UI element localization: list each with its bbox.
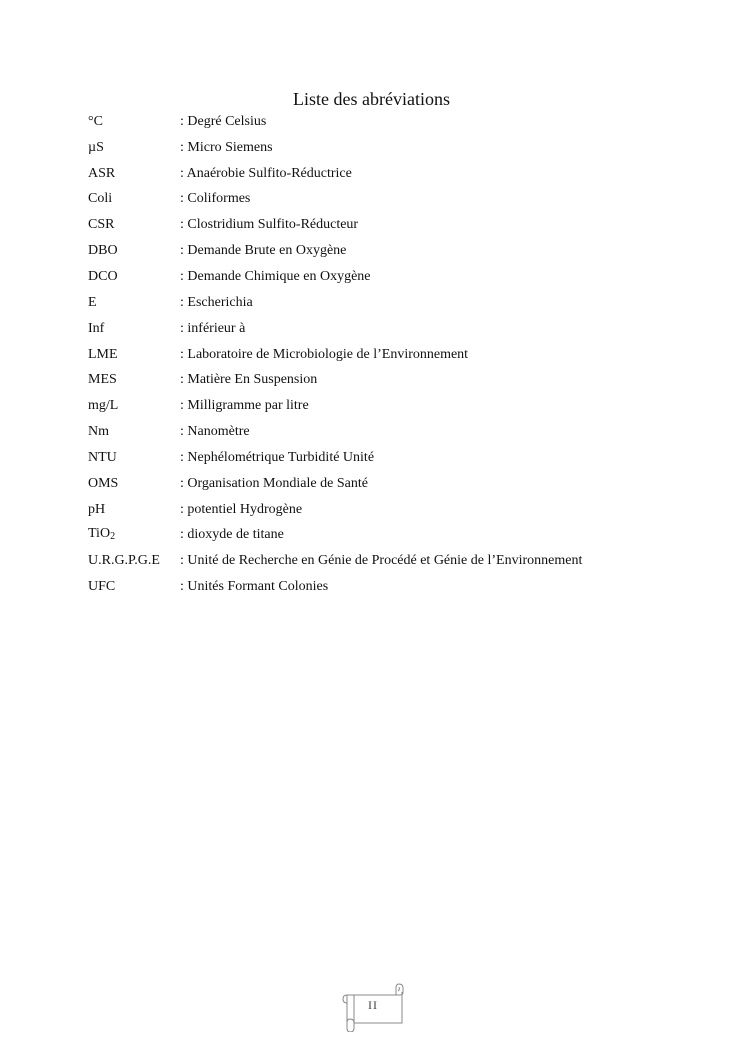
abbreviation-definition: : Nephélométrique Turbidité Unité	[180, 449, 375, 465]
abbreviation-row	[88, 290, 708, 316]
abbreviation-term: E	[88, 294, 97, 310]
abbreviation-term: CSR	[88, 217, 115, 233]
abbreviation-list	[88, 109, 708, 600]
page-number: II	[368, 998, 378, 1012]
abbreviation-row	[88, 316, 708, 342]
abbreviation-term: NTU	[88, 449, 117, 465]
abbreviation-row	[88, 109, 708, 135]
abbreviation-term: LME	[88, 346, 118, 362]
page-title-text: Liste des abréviations	[293, 89, 450, 109]
abbreviation-definition: : Demande Chimique en Oxygène	[180, 268, 371, 284]
abbreviation-term: Coli	[88, 191, 113, 207]
abbreviation-definition: : potentiel Hydrogène	[180, 501, 303, 517]
abbreviation-term	[88, 525, 180, 546]
page-title	[0, 88, 745, 110]
abbreviation-definition: : Unités Formant Colonies	[180, 579, 329, 595]
abbreviation-row	[88, 393, 708, 419]
abbreviation-term: DBO	[88, 243, 118, 259]
abbreviation-term-subscript: 2	[110, 530, 116, 542]
abbreviation-row	[88, 523, 708, 549]
abbreviation-definition: : Nanomètre	[180, 424, 250, 440]
abbreviation-term: °C	[88, 113, 103, 129]
abbreviation-row	[88, 471, 708, 497]
abbreviation-term: MES	[88, 372, 117, 388]
abbreviation-term: ASR	[88, 165, 116, 181]
abbreviation-row	[88, 419, 708, 445]
abbreviation-term: DCO	[88, 268, 118, 284]
abbreviation-definition: : Organisation Mondiale de Santé	[180, 475, 368, 491]
abbreviation-row	[88, 548, 708, 574]
abbreviation-row	[88, 161, 708, 187]
abbreviation-term-base: TiO	[88, 525, 111, 541]
abbreviation-definition: : dioxyde de titane	[180, 527, 284, 543]
abbreviation-definition: : Clostridium Sulfito-Réducteur	[180, 217, 359, 233]
abbreviation-row	[88, 497, 708, 523]
abbreviation-definition: : Coliformes	[180, 191, 251, 207]
abbreviation-definition: : Micro Siemens	[180, 139, 273, 155]
abbreviation-row	[88, 367, 708, 393]
abbreviation-term: Inf	[88, 320, 105, 336]
abbreviation-term: pH	[88, 501, 106, 517]
abbreviation-row	[88, 574, 708, 600]
abbreviation-row	[88, 187, 708, 213]
abbreviation-row	[88, 135, 708, 161]
abbreviation-definition: : Unité de Recherche en Génie de Procédé et Génie de l’Environnement	[180, 553, 583, 569]
abbreviation-definition: : Matière En Suspension	[180, 372, 318, 388]
abbreviation-definition: : Laboratoire de Microbiologie de l’Environnement	[180, 346, 469, 362]
abbreviation-row	[88, 342, 708, 368]
abbreviation-row	[88, 212, 708, 238]
abbreviation-definition: : Degré Celsius	[180, 113, 267, 129]
abbreviation-row	[88, 264, 708, 290]
abbreviation-term: OMS	[88, 475, 119, 491]
abbreviation-row	[88, 238, 708, 264]
abbreviation-term: mg/L	[88, 398, 119, 414]
abbreviation-term: Nm	[88, 424, 109, 440]
abbreviation-definition: : Milligramme par litre	[180, 398, 309, 414]
abbreviation-definition: : Escherichia	[180, 294, 253, 310]
abbreviation-term: µS	[88, 139, 104, 155]
abbreviation-definition: : Demande Brute en Oxygène	[180, 243, 347, 259]
abbreviation-term: U.R.G.P.G.E	[88, 553, 160, 569]
abbreviation-definition: : inférieur à	[180, 320, 246, 336]
abbreviation-term: UFC	[88, 579, 116, 595]
page-number-scroll	[338, 982, 408, 1032]
abbreviation-row	[88, 445, 708, 471]
abbreviation-definition: : Anaérobie Sulfito-Réductrice	[180, 165, 352, 181]
